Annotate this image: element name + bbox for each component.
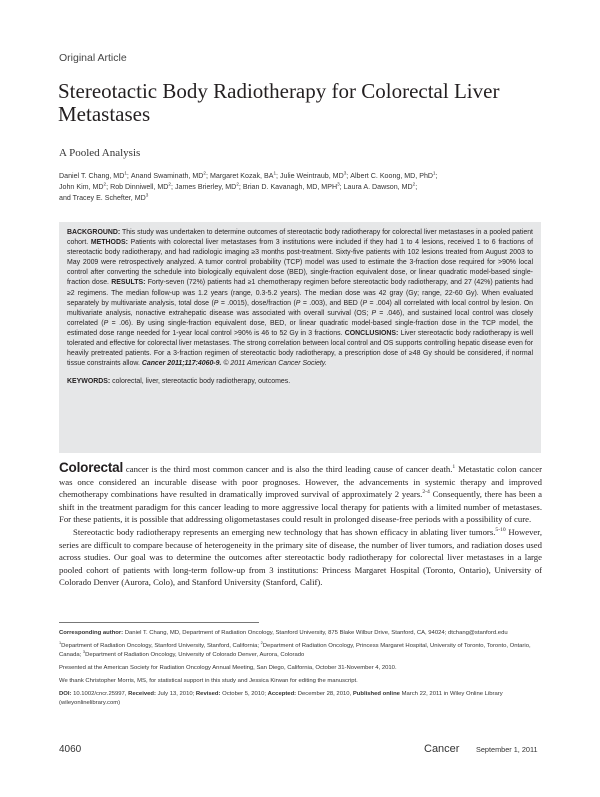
- body-paragraph-2: Stereotactic body radiotherapy represents an emerging new technology that has shown efficacy in ablating liver tumors.$^{5-10}$ However, series are difficult to compare because of heterogeneity in the primary site of disease, the number of liver tumors, and radiation doses used across studies. Our goal was to determine the outcomes after stereotactic body radiotherapy for colorectal liver metastases in a large pooled cohort of patients with long-term follow-up from 3 institutions: Princess Margaret Hospital (Toronto, Ontario), University of Colorado Denver (Aurora, Colo), and Stanford University (Stanford, Calif).: [59, 526, 542, 588]
- keywords: KEYWORDS: colorectal, liver, stereotactic body radiotherapy, outcomes.: [67, 378, 291, 386]
- publication-history: DOI: 10.1002/cncr.25997, Received: July 13, 2010; Revised: October 5, 2010; Accepted: December 28, 2010, Published online March 22, 2011 in Wiley Online Library (wileyonlinelibrary.com): [59, 690, 503, 706]
- body-paragraph-1: Colorectal cancer is the third most common cancer and is also the third leading cause of cancer death.$^1$ Metastatic colon cancer was once considered an incurable disease with poor prognoses. However, the advancements in systemic therapy and improved chemotherapy combinations have resulted in dramatically improved survival of approximately 2 years.$^{2-4}$ Consequently, there has been a shift in the treatment paradigm for this cancer leading to more aggressive local therapy for patients with a limited number of metastases. For these patients, it is possible that addressing oligometastases could result in prolonged disease-free periods with a possibility of cure.: [59, 460, 542, 525]
- body-text: [59, 462, 542, 589]
- affiliations: $^1$Department of Radiation Oncology, Stanford University, Stanford, California; $^2$Department of Radiation Oncology, Princess Margaret Hospital, University of Toronto, Toronto, Ontario, Canada; $^3$Department of Radiation Oncology, University of Colorado Denver, Aurora, Colorado: [59, 641, 531, 658]
- footnotes: [59, 629, 543, 712]
- author: James Brierley, $MD^2$;: [174, 181, 243, 191]
- lead-word: Colorectal: [59, 460, 124, 475]
- page-number: 4060: [59, 744, 82, 755]
- article-subtitle: A Pooled Analysis: [59, 147, 141, 159]
- abstract-box: [59, 222, 541, 453]
- issue-date: September 1, 2011: [476, 745, 538, 754]
- section-label: Original Article: [59, 52, 127, 64]
- acknowledgment: We thank Christopher Morris, MS, for statistical support in this study and Jessica Kirwan for editing the manuscript.: [59, 677, 358, 684]
- journal-name: Cancer: [424, 743, 460, 755]
- copyright: © 2011 American Cancer Society.: [223, 360, 327, 368]
- author: Albert C. Koong, MD, PhD$^1$;: [350, 170, 438, 180]
- author: Julie Weintraub, $MD^3$;: [279, 170, 351, 180]
- author: Rob Dinniwell, $MD^2$;: [110, 181, 175, 191]
- author: Anand Swaminath, $MD^2$;: [130, 170, 210, 180]
- abstract-results-label: RESULTS:: [111, 279, 146, 287]
- author: Margaret Kozak, $BA^1$;: [209, 170, 280, 180]
- corresponding-author: Corresponding author: Daniel T. Chang, MD, Department of Radiation Oncology, Stanford University, 875 Blake Wilbur Drive, Stanford, CA, 94024; dtchang@stanford.edu: [59, 630, 508, 636]
- author: Brian D. Kavanagh, MD, MPH$^3$;: [242, 181, 344, 191]
- author: Daniel T. Chang, $MD^1$;: [59, 170, 131, 180]
- author: John Kim, $MD^2$;: [59, 181, 111, 191]
- article-title: Stereotactic Body Radiotherapy for Colorectal Liver Metastases: [58, 79, 500, 126]
- abstract-background-label: BACKGROUND:: [67, 229, 121, 236]
- author-list: [59, 171, 549, 204]
- abstract-methods-label: METHODS:: [90, 239, 128, 247]
- abstract-conclusions-label: CONCLUSIONS:: [344, 329, 399, 337]
- citation: Cancer 2011;117:4060-9.: [141, 360, 222, 368]
- footnote-divider: [59, 622, 259, 623]
- author: and Tracey E. Schefter, $MD^3$: [59, 192, 149, 202]
- author: Laura A. Dawson, $MD^2$;: [343, 181, 418, 191]
- presented-note: Presented at the American Society for Radiation Oncology Annual Meeting, San Diego, California, October 31-November 4, 2010.: [59, 664, 397, 671]
- abstract-text: BACKGROUND: This study was undertaken to determine outcomes of stereotactic body radiotherapy for colorectal liver metastases in a pooled patient cohort. METHODS: Patients with colorectal liver metastases from 3 institutions were included if they had 1 to 4 lesions, received 1 to 6 fractions of stereotactic body radiotherapy, and had radiologic imaging ≥3 months post-treatment. Sixty-five patients with 102 lesions treated from August 2003 to May 2009 were retrospectively analyzed. A tumor control probability (TCP) model was used to estimate the 3-fraction dose required for >90% local control after converting the schedule into biologically equivalent dose (BED), single-fraction equivalent dose, or linear quadratic model-based single-fraction dose. RESULTS: Forty-seven (72%) patients had ≥1 chemotherapy regimen before stereotactic body radiotherapy, and 27 (42%) patients had ≥2 regimens. The median follow-up was 1.2 years (range, 0.3-5.2 years). The median dose was 42 gray (Gy; range, 22-60 Gy). When evaluated separately by multivariate analysis, total dose (P = .0015), dose/fraction (P = .003), and BED (P = .004) all correlated with local control by lesion. On multivariate analysis, nonactive extrahepatic disease was associated with overall survival (OS; P = .046), and sustained local control was closely correlated (P = .06). By using single-fraction equivalent dose, BED, or linear quadratic model-based single-fraction dose in the TCP model, the estimated dose range needed for 1-year local control >90% is 46 to 52 Gy in 3 fractions. CONCLUSIONS: Liver stereotactic body radiotherapy is well tolerated and effective for colorectal liver metastases. The strong correlation between local control and OS supports controlling hepatic disease even for heavily pretreated patients. For a 3-fraction regimen of stereotactic body radiotherapy, a prescription dose of ≥48 Gy should be considered, if normal tissue constraints allow. Cancer 2011;117:4060-9. © 2011 American Cancer Society.: [67, 229, 534, 368]
